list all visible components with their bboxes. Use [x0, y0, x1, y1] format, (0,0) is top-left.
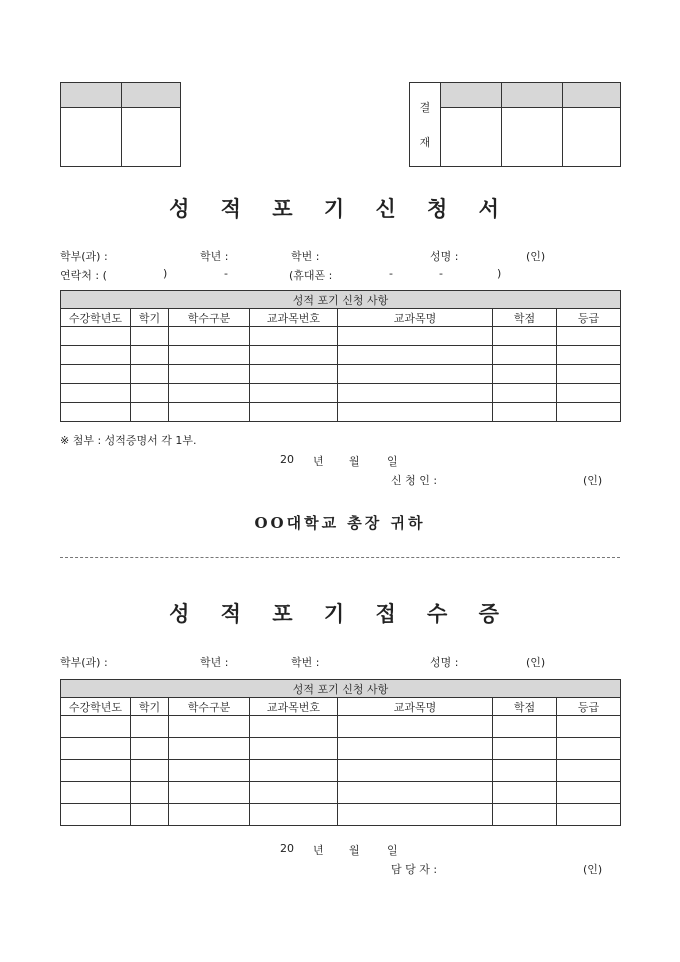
table-row	[61, 738, 621, 760]
form2-seal: (인)	[526, 656, 546, 669]
form2-title: 성 적 포 기 접 수 증	[169, 601, 511, 626]
col-header-course-number: 교과목번호	[250, 698, 338, 716]
col-header-course-name: 교과목명	[338, 309, 493, 327]
col-header-credits: 학점	[493, 309, 557, 327]
form1-date-day-unit: 일	[387, 455, 398, 468]
table-row	[61, 384, 621, 403]
right-approval-sign-cell	[563, 108, 621, 167]
form1-contact-label: 연락처 : (	[60, 269, 107, 282]
right-approval-sign-cell	[441, 108, 502, 167]
table-caption: 성적 포기 신청 사항	[61, 291, 621, 309]
form1-applicant-label: 신 청 인 :	[391, 474, 438, 487]
left-approval-header-cell	[61, 83, 122, 108]
col-header-course-number: 교과목번호	[250, 309, 338, 327]
form1-mobile-paren-close: )	[497, 267, 502, 280]
form1-student-id-label: 학번 :	[291, 250, 320, 263]
col-header-grade: 등급	[557, 698, 621, 716]
form2-date-year: 20	[280, 842, 294, 855]
form1-mobile-dash: -	[389, 267, 393, 280]
form1-date-year: 20	[280, 453, 294, 466]
left-approval-box	[60, 82, 181, 167]
table-row	[61, 403, 621, 422]
table-row	[61, 327, 621, 346]
col-header-year: 수강학년도	[61, 309, 131, 327]
right-approval-header-cell	[563, 83, 621, 108]
form1-request-table	[60, 290, 621, 422]
form2-date-day-unit: 일	[387, 844, 398, 857]
form2-grade-label: 학년 :	[200, 656, 229, 669]
form2-name-label: 성명 :	[430, 656, 459, 669]
form1-attachment-note: ※ 첨부 : 성적증명서 각 1부.	[60, 434, 197, 447]
right-approval-sign-cell	[502, 108, 563, 167]
form1-grade-label: 학년 :	[200, 250, 229, 263]
col-header-semester: 학기	[131, 698, 169, 716]
col-header-course-type: 학수구분	[169, 309, 250, 327]
table-caption: 성적 포기 신청 사항	[61, 680, 621, 698]
form2-date-month-unit: 월	[349, 844, 360, 857]
table-row	[61, 716, 621, 738]
approval-label-bottom: 재	[419, 135, 431, 149]
form1-title: 성 적 포 기 신 청 서	[169, 196, 511, 221]
approval-label-top: 결	[419, 100, 431, 114]
table-row	[61, 365, 621, 384]
col-header-course-name: 교과목명	[338, 698, 493, 716]
form1-dept-label: 학부(과) :	[60, 250, 108, 263]
form2-officer-seal: (인)	[583, 863, 603, 876]
col-header-credits: 학점	[493, 698, 557, 716]
table-row	[61, 804, 621, 826]
approval-label-cell	[410, 83, 441, 167]
col-header-semester: 학기	[131, 309, 169, 327]
form2-request-table	[60, 679, 621, 826]
form1-mobile-label: (휴대폰 :	[289, 269, 333, 282]
form2-dept-label: 학부(과) :	[60, 656, 108, 669]
table-row	[61, 760, 621, 782]
form1-seal: (인)	[526, 250, 546, 263]
right-approval-header-cell	[502, 83, 563, 108]
form1-name-label: 성명 :	[430, 250, 459, 263]
col-header-course-type: 학수구분	[169, 698, 250, 716]
form1-contact-dash: -	[224, 267, 228, 280]
right-approval-header-cell	[441, 83, 502, 108]
col-header-grade: 등급	[557, 309, 621, 327]
left-approval-sign-cell	[61, 108, 122, 167]
form1-date-month-unit: 월	[349, 455, 360, 468]
form1-date-year-unit: 년	[313, 455, 324, 468]
form1-applicant-seal: (인)	[583, 474, 603, 487]
form2-date-year-unit: 년	[313, 844, 324, 857]
table-row	[61, 782, 621, 804]
form1-contact-paren-close: )	[163, 267, 168, 280]
table-row	[61, 346, 621, 365]
form1-mobile-dash: -	[439, 267, 443, 280]
col-header-year: 수강학년도	[61, 698, 131, 716]
form1-addressee: ΟΟ대학교 총장 귀하	[254, 514, 426, 532]
left-approval-sign-cell	[122, 108, 181, 167]
right-approval-box	[409, 82, 621, 167]
left-approval-header-cell	[122, 83, 181, 108]
cut-line	[60, 557, 620, 558]
form2-officer-label: 담 당 자 :	[391, 863, 438, 876]
form2-student-id-label: 학번 :	[291, 656, 320, 669]
